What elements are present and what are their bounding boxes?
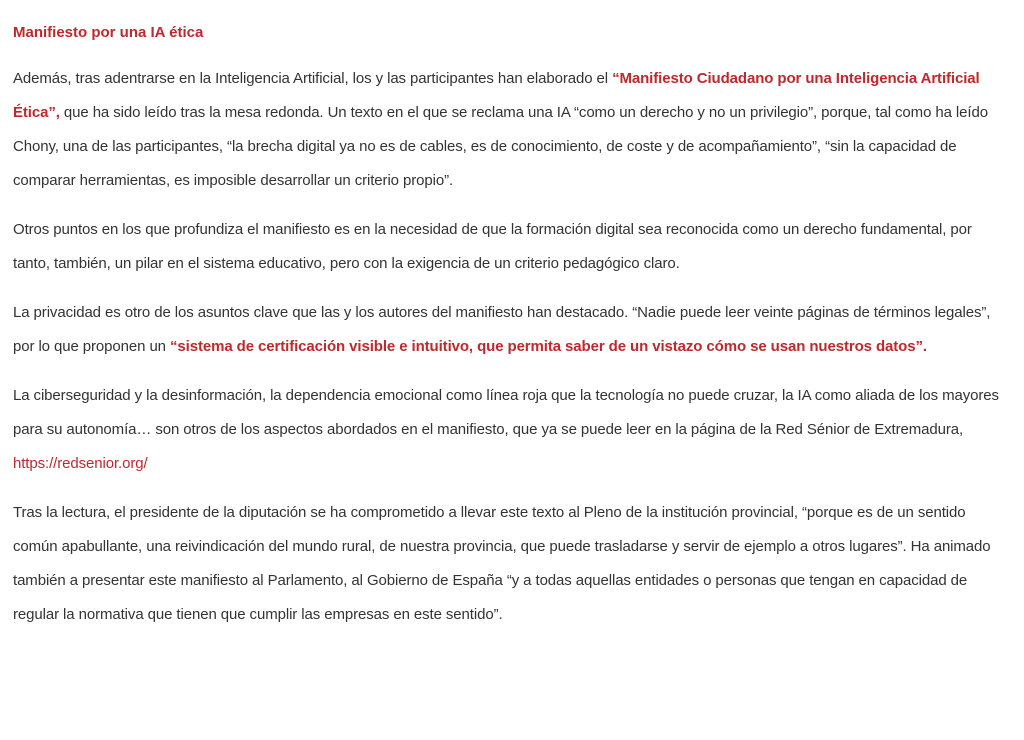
paragraph-president-commitment [13,496,1000,632]
highlight-manifesto-title: “Manifiesto Ciudadano por una Inteligencia Artificial Ética”, [13,70,980,121]
highlight-certification-system: “sistema de certificación visible e intuitivo, que permita saber de un vistazo cómo se usan nuestros datos”. [170,338,927,355]
paragraph-text: Tras la lectura, el presidente de la diputación se ha comprometido a llevar este texto al Pleno de la institución provincial, “porque es de un sentido común apabullante, una reivindicación del mundo rural, de nuestra provincia, que puede trasladarse y servir de ejemplo a otros lugares”. Ha animado también a presentar este manifiesto al Parlamento, al Gobierno de España “y a todas aquellas entidades o personas que tengan en capacidad de regular la normativa que tienen que cumplir las empresas en este sentido”. [13,504,991,623]
paragraph-text: La privacidad es otro de los asuntos clave que las y los autores del manifiesto han destacado. “Nadie puede leer veinte páginas de términos legales”, por lo que proponen un [13,304,991,355]
paragraph-cybersecurity [13,379,1000,481]
section-heading: Manifiesto por una IA ética [13,24,204,41]
paragraph-text: Además, tras adentrarse en la Inteligencia Artificial, los y las participantes han elaborado el [13,70,613,87]
paragraph-manifesto-intro [13,62,1000,198]
paragraph-text: que ha sido leído tras la mesa redonda. Un texto en el que se reclama una IA “como un derecho y no un privilegio”, porque, tal como ha leído Chony, una de las participantes, “la brecha digital ya no es de cables, es de conocimiento, de coste y de acompañamiento”, “sin la capacidad de comparar herramientas, es imposible desarrollar un criterio propio”. [13,104,988,189]
redsenior-link[interactable]: https://redsenior.org/ [13,455,148,472]
paragraph-text: Otros puntos en los que profundiza el manifiesto es en la necesidad de que la formación digital sea reconocida como un derecho fundamental, por tanto, también, un pilar en el sistema educativo, pero con la exigencia de un criterio pedagógico claro. [13,221,972,272]
paragraph-privacy [13,296,1000,364]
paragraph-text: La ciberseguridad y la desinformación, la dependencia emocional como línea roja que la tecnología no puede cruzar, la IA como aliada de los mayores para su autonomía… son otros de los aspectos abordados en el manifiesto, que ya se puede leer en la página de la Red Sénior de Extremadura, [13,387,999,438]
paragraph-digital-training [13,213,1000,281]
